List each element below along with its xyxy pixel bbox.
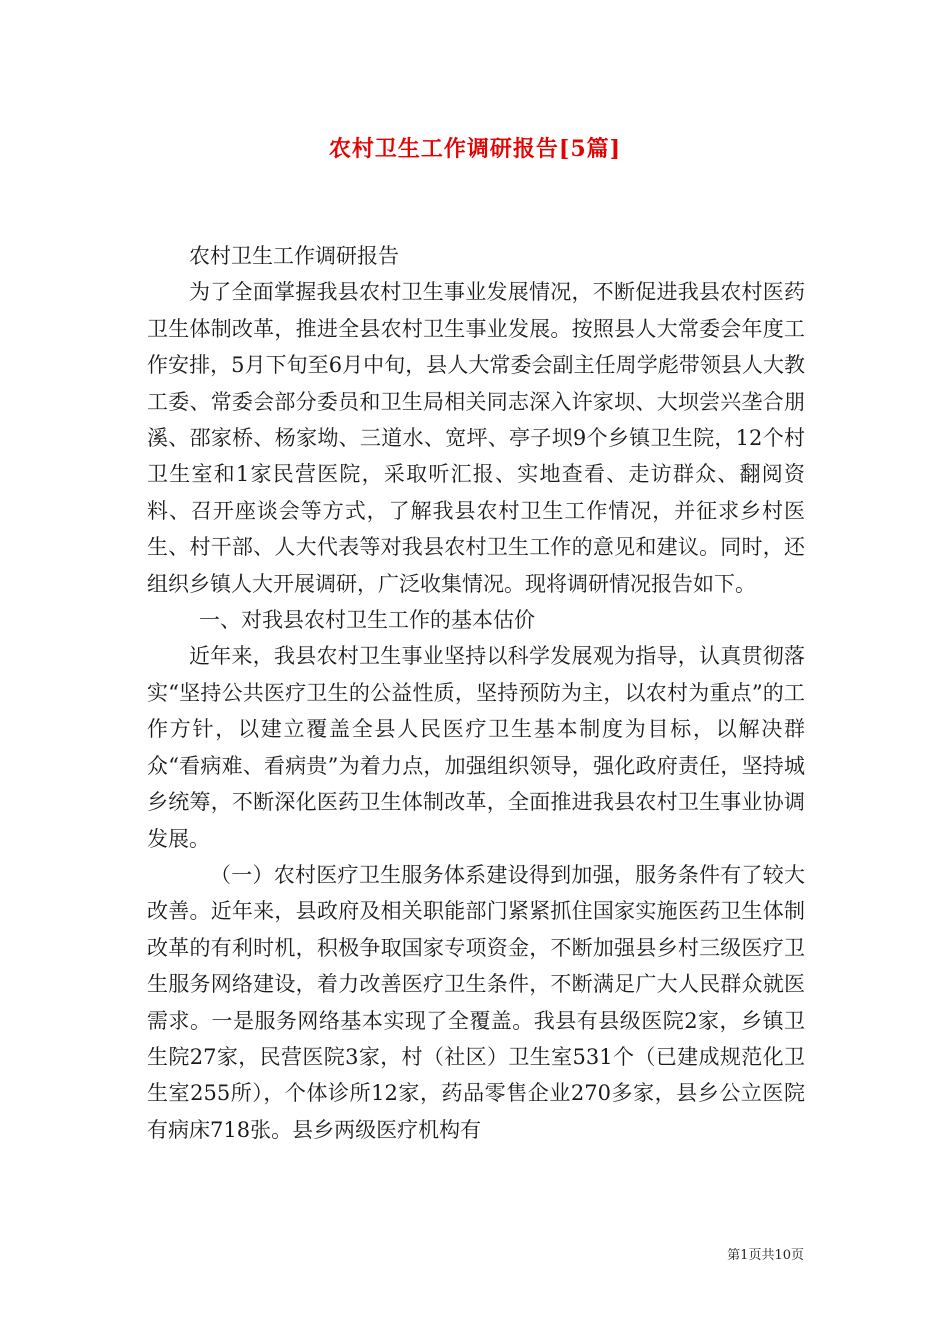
document-title: 农村卫生工作调研报告[5篇] (328, 136, 622, 162)
document-body (147, 238, 805, 1148)
report-subtitle: 农村卫生工作调研报告 (189, 244, 399, 268)
intro-paragraph: 为了全面掌握我县农村卫生事业发展情况，不断促进我县农村医药卫生体制改革，推进全县农村卫生事业发展。按照县人大常委会年度工作安排，5月下旬至6月中旬，县人大常委会副主任周学彪带领县人大教工委、常委会部分委员和卫生局相关同志深入许家坝、大坝尝兴垄合朋溪、邵家桥、杨家坳、三道水、宽坪、亭子坝9个乡镇卫生院，12个村卫生室和1家民营医院，采取听汇报、实地查看、走访群众、翻阅资料、召开座谈会等方式，了解我县农村卫生工作情况，并征求乡村医生、村干部、人大代表等对我县农村卫生工作的意见和建议。同时，还组织乡镇人大开展调研，广泛收集情况。现将调研情况报告如下。 (147, 280, 805, 596)
section-heading: 一、对我县农村卫生工作的基本估价 (199, 608, 535, 633)
page-number: 第1页共10页 (727, 1248, 804, 1263)
subsection-paragraph: （一）农村医疗卫生服务体系建设得到加强，服务条件有了较大改善。近年来，县政府及相关职能部门紧紧抓住国家实施医药卫生体制改革的有利时机，积极争取国家专项资金，不断加强县乡村三级医疗卫生服务网络建设，着力改善医疗卫生条件，不断满足广大人民群众就医需求。一是服务网络基本实现了全覆盖。我县有县级医院2家，乡镇卫生院27家，民营医院3家，村（社区）卫生室531个（已建成规范化卫生室255所），个体诊所12家，药品零售企业270多家，县乡公立医院有病床718张。县乡两级医疗机构有 (147, 862, 805, 1142)
body-paragraph: 近年来，我县农村卫生事业坚持以科学发展观为指导，认真贯彻落实“坚持公共医疗卫生的公益性质，坚持预防为主，以农村为重点”的工作方针，以建立覆盖全县人民医疗卫生基本制度为目标，以解决群众“看病难、看病贵”为着力点，加强组织领导，强化政府责任，坚持城乡统筹，不断深化医药卫生体制改革，全面推进我县农村卫生事业协调发展。 (147, 644, 805, 851)
